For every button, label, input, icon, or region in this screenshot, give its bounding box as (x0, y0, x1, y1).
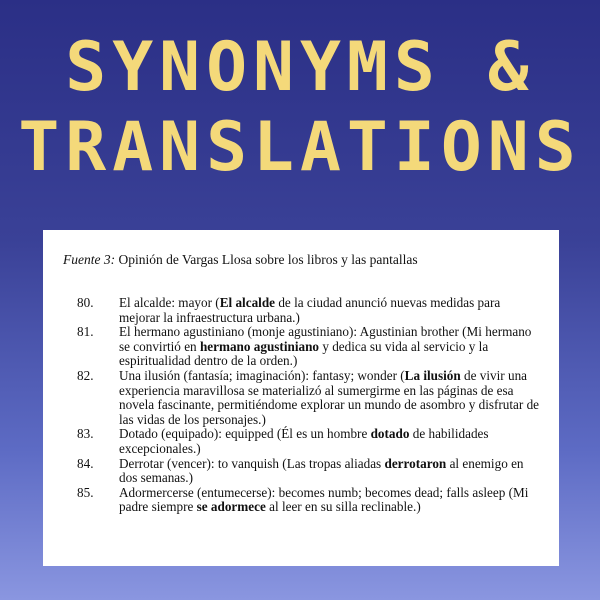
item-text: y dedica su vida al servicio y la espiritualidad dentro de la orden.) (119, 338, 489, 369)
item-text: de vivir una experiencia maravillosa se materializó al sumergirme en las páginas de esa novela fascinante, permitiéndome explorar un mundo de asombro y disfrutar de las vidas de los personajes.) (119, 367, 540, 427)
item-text: Dotado (equipado): equipped (Él es un hombre (119, 426, 371, 442)
item-bold: El alcalde (219, 295, 276, 310)
item-text: Derrotar (vencer): to vanquish (Las tropas aliadas (119, 455, 385, 471)
list-item (77, 484, 541, 515)
item-text: Adormercerse (entumecerse): becomes numb; becomes dead; falls asleep (Mi padre siempre (119, 484, 529, 515)
item-text: Una ilusión (fantasía; imaginación): fantasy; wonder ( (119, 367, 405, 383)
item-number: 80. (77, 295, 94, 310)
item-number: 81. (77, 324, 94, 340)
page-title (0, 28, 600, 188)
item-bold: derrotaron (384, 455, 447, 471)
item-bold: se adormece (196, 499, 266, 515)
item-text: de habilidades excepcionales.) (119, 426, 489, 456)
list-item (77, 455, 541, 486)
item-text: al leer en su silla reclinable.) (265, 499, 421, 515)
vocabulary-list (63, 296, 541, 515)
item-bold: hermano agustiniano (199, 338, 320, 354)
item-text: El alcalde: mayor ( (119, 295, 220, 310)
list-item (77, 295, 541, 325)
title-line-2: TRANSLATIONS (18, 108, 582, 187)
document-card (43, 230, 559, 566)
source-line (63, 252, 541, 268)
item-number: 85. (77, 484, 94, 500)
source-label: Fuente 3: (63, 252, 116, 267)
item-text: de la ciudad anunció nuevas medidas para mejorar la infraestructura urbana.) (119, 295, 501, 325)
item-number: 82. (77, 367, 94, 383)
item-number: 83. (77, 426, 94, 442)
item-text: El hermano agustiniano (monje agustiniano): Agustinian brother (Mi hermano se convirtió en (119, 324, 532, 354)
list-item (77, 367, 541, 427)
list-item (77, 426, 541, 456)
list-item (77, 324, 541, 369)
item-number: 84. (77, 455, 94, 471)
title-line-1: SYNONYMS & (65, 28, 535, 107)
source-text: Opinión de Vargas Llosa sobre los libros y las pantallas (115, 252, 418, 267)
item-text: al enemigo en dos semanas.) (119, 455, 524, 486)
item-bold: La ilusión (404, 367, 461, 383)
item-bold: dotado (370, 426, 410, 442)
